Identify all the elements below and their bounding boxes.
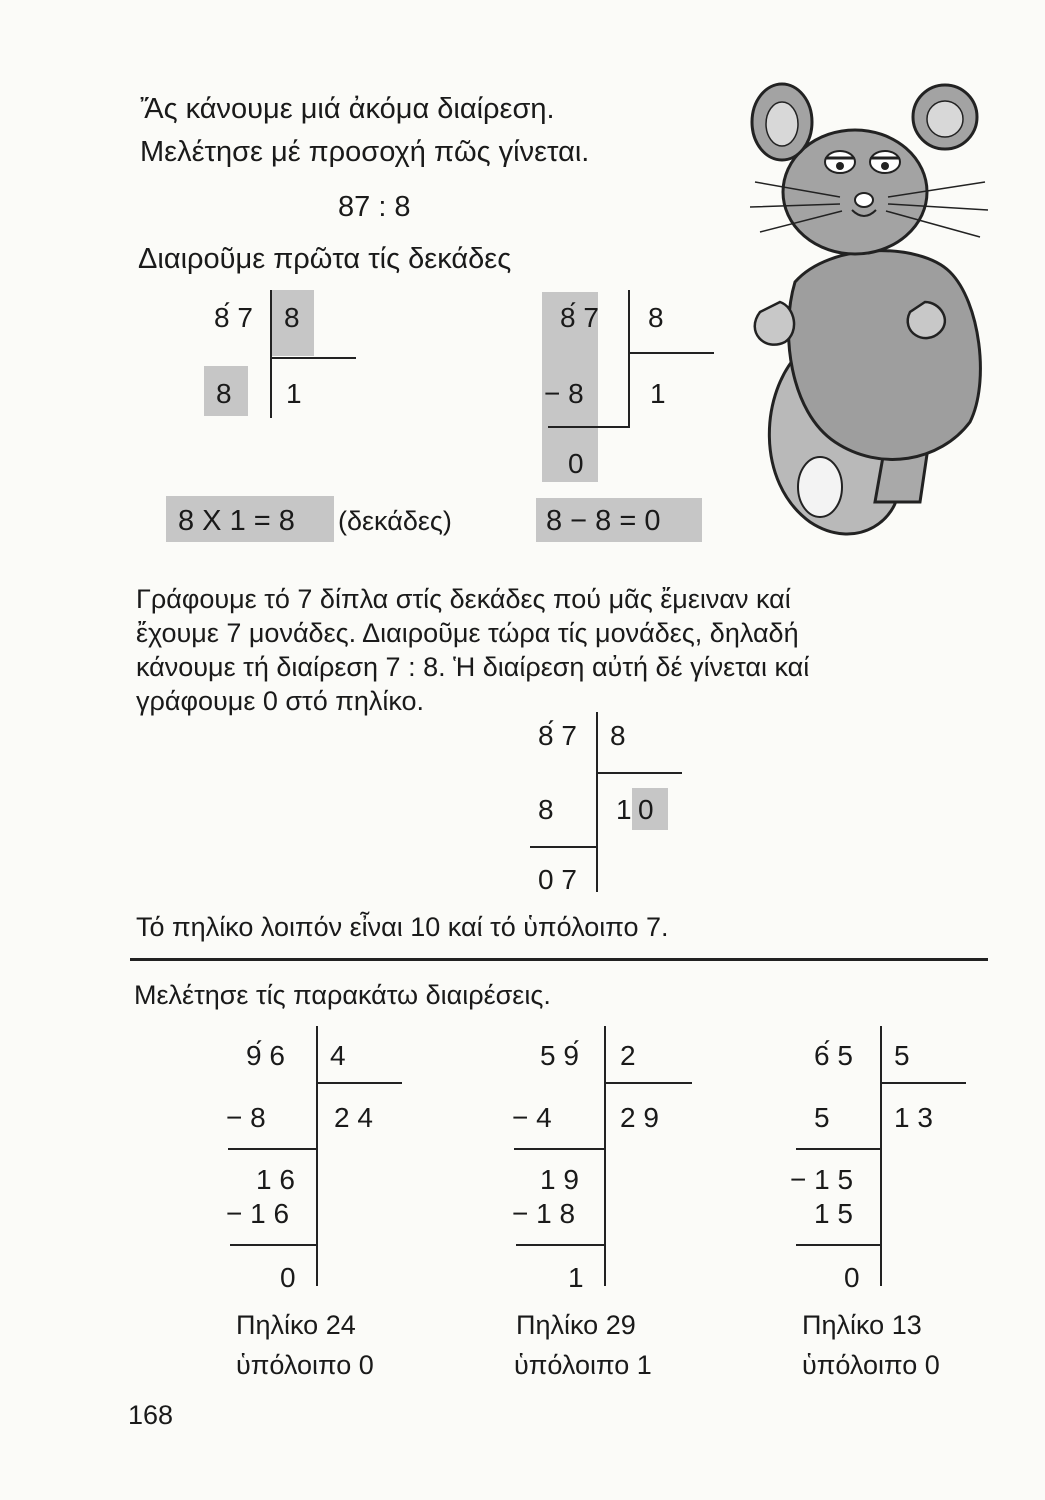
step3-remainder: 0 7 (538, 864, 577, 895)
ex2-remainder: 1 (568, 1262, 584, 1293)
step3-subtrahend: 8 (538, 794, 554, 825)
ex1-divisor: 4 (330, 1040, 346, 1071)
ex1-subtrahend-1: − 8 (226, 1102, 266, 1133)
ex3-remainder: 0 (844, 1262, 860, 1293)
ex2-partial: 1 9 (540, 1164, 579, 1195)
ex3-remainder-label: ὑπόλοιπο 0 (802, 1350, 940, 1380)
section-divider (130, 958, 988, 961)
ex3-quotient-label: Πηλίκο 13 (802, 1310, 922, 1340)
tens-heading: Διαιροῦμε πρῶτα τίς δεκάδες (138, 243, 512, 275)
explanation-line: γράφουμε 0 στό πηλίκο. (136, 686, 425, 716)
ex2-quotient-label: Πηλίκο 29 (516, 1310, 636, 1340)
ex2-subtrahend-2: − 1 8 (512, 1198, 576, 1229)
step2-quotient: 1 (650, 378, 666, 409)
intro-line-1: Ἄς κάνουμε μιά ἀκόμα διαίρεση. (140, 93, 555, 125)
ex1-remainder-label: ὑπόλοιπο 0 (236, 1350, 374, 1380)
conclusion-text: Τό πηλίκο λοιπόν εἶναι 10 καί τό ὑπόλοιπο 7. (136, 912, 669, 942)
step1-divisor: 8 (284, 302, 300, 333)
problem-title: 87 : 8 (338, 191, 411, 223)
step2-dividend: 8́ 7 (560, 302, 599, 333)
step3-dividend: 8́ 7 (538, 720, 577, 751)
intro-line-2: Μελέτησε μέ προσοχή πῶς γίνεται. (140, 136, 590, 168)
mouse-illustration (740, 82, 990, 554)
explanation-line: ἔχουμε 7 μονάδες. Διαιροῦμε τώρα τίς μονάδες, δηλαδή (136, 618, 799, 648)
ex1-subtrahend-2: − 1 6 (226, 1198, 290, 1229)
ex3-divisor: 5 (894, 1040, 910, 1071)
step2-divisor: 8 (648, 302, 664, 333)
ex2-divisor: 2 (620, 1040, 636, 1071)
step2-equation: 8 − 8 = 0 (546, 505, 661, 537)
explanation-line: Γράφουμε τό 7 δίπλα στίς δεκάδες πού μᾶς ἔμειναν καί (136, 584, 791, 614)
step1-equation-note: (δεκάδες) (338, 506, 452, 536)
ex2-quotient: 2 9 (620, 1102, 659, 1133)
step1-quotient: 1 (286, 378, 302, 409)
step3-divisor: 8 (610, 720, 626, 751)
ex3-subtrahend-2: 1 5 (814, 1198, 853, 1229)
study-heading: Μελέτησε τίς παρακάτω διαιρέσεις. (134, 980, 551, 1010)
ex3-dividend: 6́ 5 (814, 1040, 853, 1071)
ex3-quotient: 1 3 (894, 1102, 933, 1133)
step1-equation: 8 X 1 = 8 (178, 505, 295, 537)
explanation-line: κάνουμε τή διαίρεση 7 : 8. Ἡ διαίρεση αὐτή δέ γίνεται καί (136, 652, 810, 682)
ex2-dividend: 5 9́ (540, 1040, 579, 1071)
ex1-partial: 1 6 (256, 1164, 295, 1195)
ex2-remainder-label: ὑπόλοιπο 1 (514, 1350, 652, 1380)
ex1-dividend: 9́ 6 (246, 1040, 285, 1071)
page-number: 168 (128, 1400, 174, 1430)
step2-subtrahend: − 8 (544, 378, 584, 409)
step3-quotient-digit-1: 1 (616, 794, 632, 825)
explanation-paragraph (136, 582, 986, 718)
step3-quotient-digit-2: 0 (638, 794, 654, 825)
step1-product: 8 (216, 378, 232, 409)
ex1-quotient-label: Πηλίκο 24 (236, 1310, 356, 1340)
ex3-partial: − 1 5 (790, 1164, 854, 1195)
ex3-subtrahend-1: 5 (814, 1102, 830, 1133)
step1-dividend: 8́ 7 (214, 302, 253, 333)
step2-remainder: 0 (568, 448, 584, 479)
ex1-quotient: 2 4 (334, 1102, 373, 1133)
ex1-remainder: 0 (280, 1262, 296, 1293)
ex2-subtrahend-1: − 4 (512, 1102, 552, 1133)
